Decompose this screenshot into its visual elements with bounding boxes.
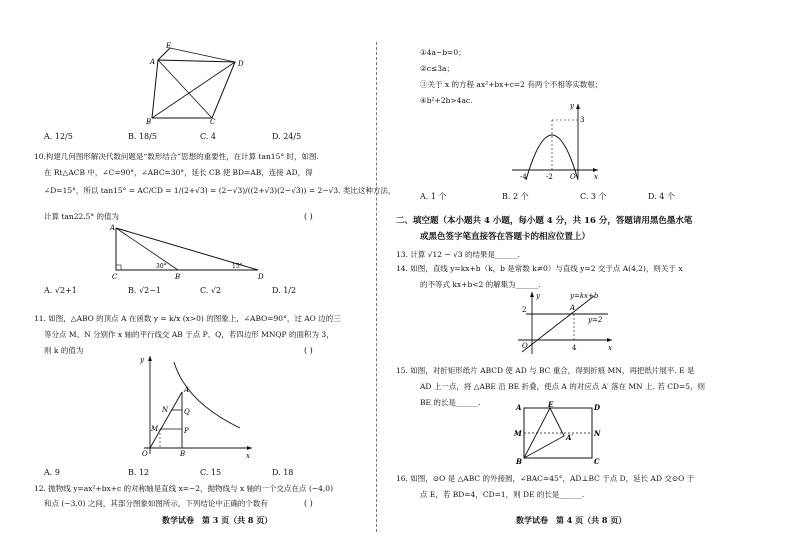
q16-line2: 点 E，若 BD=4，CD=1，则 DE 的长是______. xyxy=(420,490,585,499)
fig14-label-a: A xyxy=(570,304,576,312)
q10-line2: 在 Rt△ACB 中，∠C=90°，∠ABC=30°，延长 CB 使 BD=AB，连接 AD，得 xyxy=(44,168,313,177)
q15-line1: 15. 如图，对折矩形纸片 ABCD 使 AD 与 BC 重合，得到折痕 MN，再把纸片展平. E 是 xyxy=(396,366,695,375)
fig14-label-x: x xyxy=(608,344,612,352)
fig11-label-o: O xyxy=(142,450,148,458)
q11-line2: 等分点 M、N 分别作 x 轴的平行线交 AB 于点 P、Q，若四边形 MNQP 的面积为 3， xyxy=(44,330,334,339)
fig14-label-2: 2 xyxy=(522,306,527,314)
fig9-label-e: E xyxy=(166,42,172,50)
q10-line3: ∠D=15°，所以 tan15° = AC/CD = 1/(2+√3) = (2−√3)/((2+√3)(2−√3)) = 2−√3. 类比这种方法， xyxy=(44,186,396,195)
q9-figure xyxy=(140,40,250,125)
fig12-label-y: y xyxy=(570,102,574,110)
q15-line3: BE 的长是______. xyxy=(420,398,481,407)
fig12-label-x: x xyxy=(594,173,598,181)
q11-line1: 11. 如图，△ABO 的顶点 A 在函数 y = k/x (x>0) 的图象上，∠ABO=90°，过 AO 边的三 xyxy=(34,314,341,323)
section2-heading-line2: 或黑色签字笔直接答在答题卡的相应位置上） xyxy=(420,232,591,242)
q12-option-c: C. 3 个 xyxy=(580,192,607,201)
fig12-label-3: 3 xyxy=(580,116,585,124)
q14-line1: 14. 如图，直线 y=kx+b（k，b 是常数 k≠0）与直线 y=2 交于点 A(4,2)，则关于 x xyxy=(396,264,683,273)
fig10-label-b: B xyxy=(175,273,181,281)
fig15-label-m: M xyxy=(514,429,522,438)
fig12-label-o: O xyxy=(570,173,576,181)
fig10-angle-15: 15° xyxy=(232,263,243,270)
fig10-label-d: D xyxy=(258,273,264,281)
fig11-label-p: P xyxy=(184,427,189,435)
q15-line2: AD 上一点，将 △ABE 沿 BE 折叠，使点 A 的对应点 A′ 落在 MN 上. 若 CD=5，则 xyxy=(420,382,706,391)
q15-figure xyxy=(510,400,606,466)
fig12-label-neg2: -2 xyxy=(546,173,553,181)
q10-option-c: C. √2 xyxy=(200,286,222,295)
q12-option-a: A. 1 个 xyxy=(420,192,447,201)
left-page-footer: 数学试卷 第 3 页（共 8 页） xyxy=(162,515,273,525)
fig14-label-4: 4 xyxy=(572,344,577,352)
q12-line1: 12. 抛物线 y=ax²+bx+c 的对称轴是直线 x=−2，抛物线与 x 轴的一个交点在点 (−4,0) xyxy=(34,484,334,493)
fig11-label-b: B xyxy=(180,450,186,458)
q12-item-1: ①4a−b=0； xyxy=(420,48,466,57)
q10-option-b: B. √2−1 xyxy=(128,286,161,295)
fig9-label-a: A xyxy=(150,58,156,66)
q12-figure xyxy=(508,100,602,182)
q13-text: 13. 计算 √12 − √3 的结果是______. xyxy=(396,250,520,259)
fig11-label-n: N xyxy=(162,406,169,414)
fig11-label-a: A xyxy=(184,386,190,394)
fig10-angle-30: 30° xyxy=(156,263,167,270)
q11-option-b: B. 12 xyxy=(128,468,150,477)
q9-option-d: D. 24/5 xyxy=(272,132,302,141)
q10-figure xyxy=(108,222,268,282)
fig10-label-a: A xyxy=(110,224,116,232)
q11-option-a: A. 9 xyxy=(44,468,60,477)
fig12-label-neg4: -4 xyxy=(520,173,527,181)
fig15-label-a-prime: A′ xyxy=(566,433,574,442)
fig14-label-line: y=kx+b xyxy=(570,292,599,300)
fig11-label-x: x xyxy=(246,452,250,460)
q12-item-2: ②c≤3a； xyxy=(420,64,454,73)
right-page-footer: 数学试卷 第 4 页（共 8 页） xyxy=(516,515,627,525)
page-divider xyxy=(376,42,377,532)
q14-line2: 的不等式 kx+b<2 的解集为______. xyxy=(420,280,541,289)
q12-line2: 和点 (−3,0) 之间，其部分图象如图所示，下列结论中正确的个数有 xyxy=(44,499,268,508)
fig11-label-q: Q xyxy=(184,408,190,416)
fig15-label-b: B xyxy=(516,457,522,466)
q12-option-b: B. 2 个 xyxy=(502,192,529,201)
q11-figure xyxy=(136,352,256,460)
fig15-label-c: C xyxy=(594,457,600,466)
q11-option-d: D. 18 xyxy=(272,468,294,477)
fig15-label-n: N xyxy=(594,429,601,438)
q12-answer-paren: ( ) xyxy=(304,499,313,508)
q11-answer-paren: ( ) xyxy=(304,346,313,355)
fig9-label-b: B xyxy=(146,118,152,125)
section2-heading-line1: 二、填空题（本小题共 4 小题，每小题 4 分，共 16 分，答题请用黑色墨水笔 xyxy=(396,216,693,226)
q10-answer-paren: ( ) xyxy=(304,212,313,221)
q9-option-a: A. 12/5 xyxy=(44,132,73,141)
fig9-label-c: C xyxy=(210,118,216,125)
fig14-label-y2: y=2 xyxy=(588,316,603,324)
q12-item-4: ④b²+2b>4ac. xyxy=(420,96,473,105)
fig15-label-d: D xyxy=(594,403,601,412)
fig9-label-d: D xyxy=(238,60,244,68)
fig15-label-e: E xyxy=(548,400,554,409)
q12-option-d: D. 4 个 xyxy=(648,192,675,201)
q9-option-c: C. 4 xyxy=(200,132,217,141)
q14-figure xyxy=(512,288,616,356)
q10-line1: 10.构建几何图形解决代数问题是“数形结合”思想的重要性，在计算 tan15° 时，如图. xyxy=(34,152,319,161)
fig14-label-y: y xyxy=(536,292,540,300)
q10-option-a: A. √2+1 xyxy=(44,286,77,295)
q12-item-3: ③关于 x 的方程 ax²+bx+c=2 有两个不相等实数根； xyxy=(420,80,603,89)
q9-option-b: B. 18/5 xyxy=(128,132,157,141)
fig14-label-o: O xyxy=(522,342,528,350)
q11-line3: 则 k 的值为 xyxy=(44,346,84,355)
fig15-label-a: A xyxy=(516,403,522,412)
q10-line4: 计算 tan22.5° 的值为 xyxy=(44,212,120,221)
q10-option-d: D. 1/2 xyxy=(272,286,297,295)
fig11-label-y: y xyxy=(140,356,144,364)
q16-line1: 16. 如图，⊙O 是 △ABC 的外接圆，∠BAC=45°，AD⊥BC 于点 D，延长 AD 交⊙O 于 xyxy=(396,474,695,483)
fig11-label-m: M xyxy=(151,425,159,433)
fig10-label-c: C xyxy=(112,273,118,281)
q11-option-c: C. 15 xyxy=(200,468,222,477)
